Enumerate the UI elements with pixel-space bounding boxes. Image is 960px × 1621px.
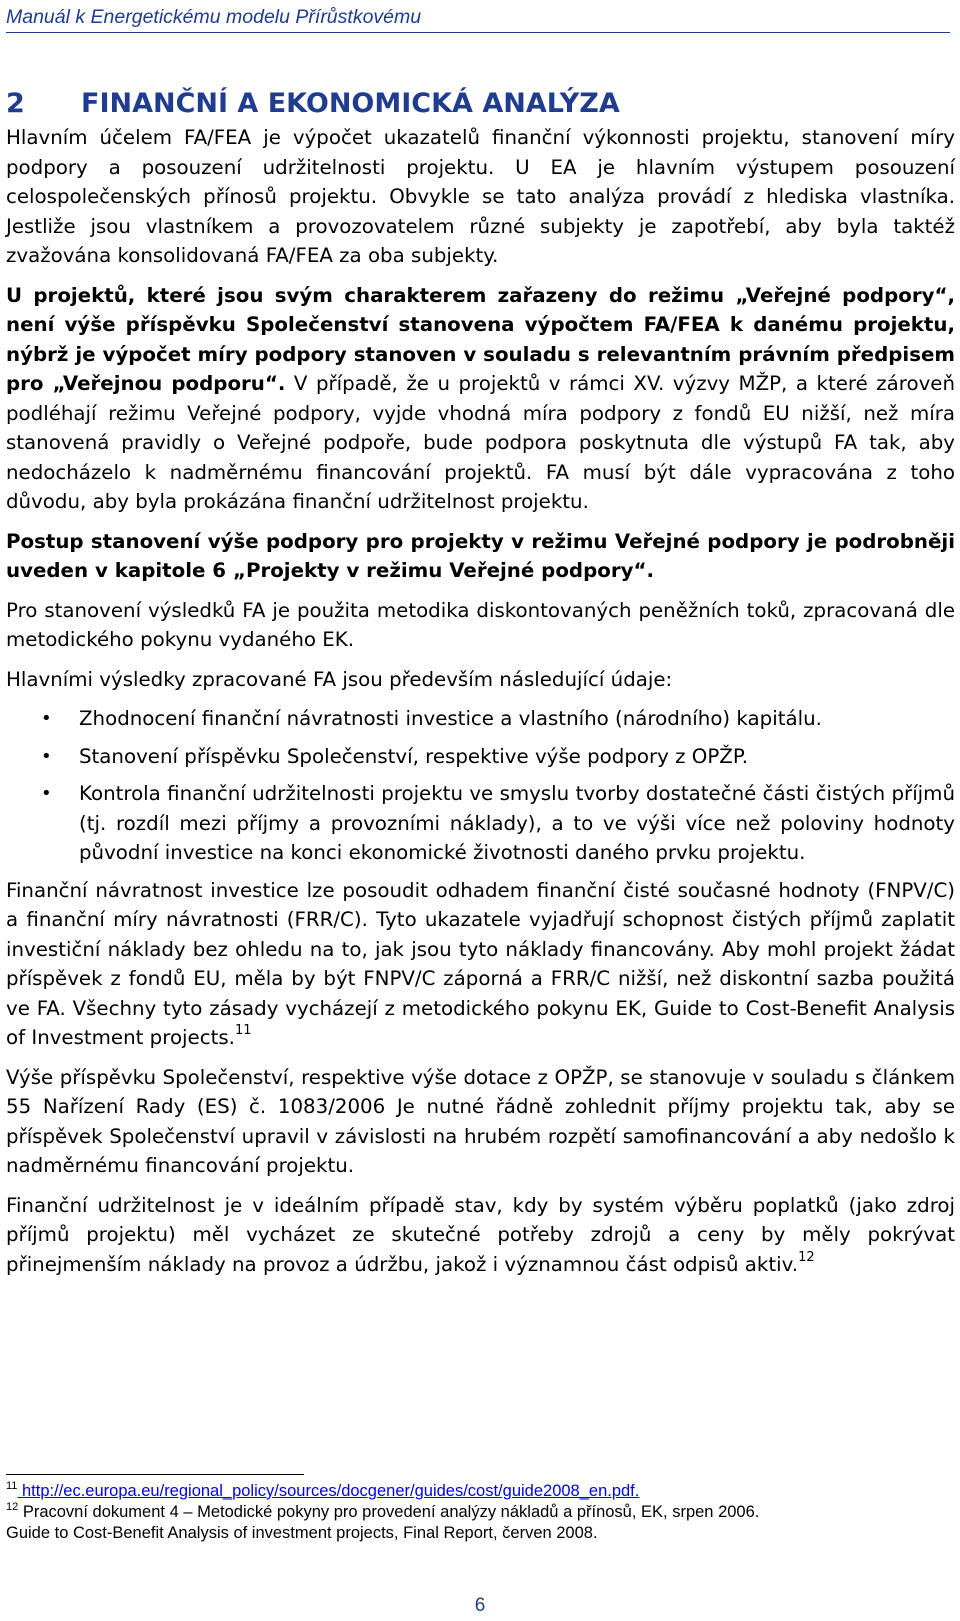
paragraph-state-aid-rest: V případě, že u projektů v rámci XV. výzvy MŽP, a které zároveň podléhají režimu Veřejné podpory, vyjde vhodná míra podpory z fondů EU nižší, než míra stanovená pravidly o Veřejné podpoře, bude podpora poskytnuta dle výstupů FA tak, aby nedocházelo k nadměrnému financování projektů. FA musí být dále vypracována z toho důvodu, aby byla prokázána finanční udržitelnost projektu.: [6, 372, 955, 513]
section-title: FINANČNÍ A EKONOMICKÁ ANALÝZA: [81, 88, 620, 119]
footnote-text: Guide to Cost-Benefit Analysis of investment projects, Final Report, červen 2008.: [6, 1524, 598, 1542]
running-header: [6, 2, 950, 33]
footnote-11: [6, 1481, 951, 1502]
list-item-text: Kontrola finanční udržitelnosti projektu ve smyslu tvorby dostatečné části čistých příjmů (tj. rozdíl mezi příjmy a provozními náklady), a to ve výši více než poloviny hodnoty původní investice na konci ekonomické životnosti daného prvku projektu.: [79, 782, 955, 864]
paragraph-financial-return: [6, 876, 955, 1053]
results-list: [6, 704, 955, 868]
footnote-separator: [6, 1474, 304, 1475]
section-number: 2: [6, 88, 25, 119]
bullet-icon: •: [41, 783, 52, 804]
list-item: [6, 704, 955, 734]
list-item-text: Stanovení příspěvku Společenství, respektive výše podpory z OPŽP.: [79, 744, 748, 768]
paragraph-procedure-note: Postup stanovení výše podpory pro projekty v režimu Veřejné podpory je podrobněji uveden v kapitole 6 „Projekty v režimu Veřejné podpory“.: [6, 529, 955, 582]
paragraph-financial-return-text: Finanční návratnost investice lze posoudit odhadem finanční čisté současné hodnoty (FNPV/C) a finanční míry návratnosti (FRR/C). Tyto ukazatele vyjadřují schopnost čistých příjmů zaplatit investiční náklady bez ohledu na to, jak jsou tyto náklady financovány. Aby mohl projekt žádat příspěvek z fondů EU, měla by být FNPV/C záporná a FRR/C nižší, než diskontní sazba použitá ve FA. Všechny tyto zásady vycházejí z metodického pokynu EK, Guide to Cost-Benefit Analysis of Investment projects.: [6, 878, 955, 1049]
footnote-mark: 11: [6, 1480, 18, 1492]
footnote-ref-12[interactable]: 12: [798, 1249, 815, 1265]
paragraph-state-aid-bold: U projektů, které jsou svým charakterem zařazeny do režimu „Veřejné podpory“, není výše příspěvku Společenství stanovena výpočtem FA/FEA k danému projektu, nýbrž je výpočet míry podpory stanoven v souladu s relevantním právním předpisem pro „Veřejnou podporu“.: [6, 283, 955, 395]
paragraph-purpose: Hlavním účelem FA/FEA je výpočet ukazatelů finanční výkonnosti projektu, stanovení míry podpory a posouzení udržitelnosti projektu. U EA je hlavním výstupem posouzení celospolečenských přínosů projektu. Obvykle se tato analýza provádí z hlediska vlastníka. Jestliže jsou vlastníkem a provozovatelem různé subjekty je zapotřebí, aby byla taktéž zvažována konsolidovaná FA/FEA za oba subjekty.: [6, 126, 955, 267]
page-body: [6, 88, 955, 1289]
list-item-text: Zhodnocení finanční návratnosti investice a vlastního (národního) kapitálu.: [79, 707, 822, 730]
bullet-icon: •: [41, 708, 52, 729]
footnote-mark: 12: [6, 1501, 19, 1513]
list-item: [6, 779, 955, 868]
page-number: 6: [474, 1595, 486, 1616]
header-title: Manuál k Energetickému modelu Přírůstkovému: [6, 6, 422, 28]
footnote-ref-11[interactable]: 11: [234, 1023, 252, 1038]
paragraph-sustainability: [6, 1191, 955, 1280]
footnote-text: Pracovní dokument 4 – Metodické pokyny pro provedení analýzy nákladů a přínosů, EK, srpen 2006.: [18, 1503, 760, 1521]
paragraph-state-aid: [6, 281, 955, 517]
footnote-link[interactable]: http://ec.europa.eu/regional_policy/sources/docgener/guides/cost/guide2008_en.pdf.: [17, 1482, 640, 1500]
list-item: [6, 742, 955, 772]
section-heading: [6, 88, 955, 120]
paragraph-contribution: Výše příspěvku Společenství, respektive výše dotace z OPŽP, se stanovuje v souladu s článkem 55 Nařízení Rady (ES) č. 1083/2006 Je nutné řádně zohlednit příjmy projektu tak, aby se příspěvek Společenství upravil v závislosti na hrubém rozpětí samofinancování a aby nedošlo k nadměrnému financování projektu.: [6, 1065, 955, 1177]
footnote-12: [6, 1502, 951, 1523]
paragraph-methodology: Pro stanovení výsledků FA je použita metodika diskontovaných peněžních toků, zpracovaná dle metodického pokynu vydaného EK.: [6, 598, 955, 651]
footnotes: [6, 1481, 951, 1544]
paragraph-results-intro: Hlavními výsledky zpracované FA jsou především následující údaje:: [6, 667, 673, 691]
footnote-12-continued: [6, 1523, 951, 1544]
bullet-icon: •: [41, 745, 52, 767]
paragraph-sustainability-text: Finanční udržitelnost je v ideálním případě stav, kdy by systém výběru poplatků (jako zdroj příjmů projektu) měl vycházet ze skutečné potřeby zdrojů a ceny by měly pokrývat přinejmenším náklady na provoz a údržbu, jakož i významnou část odpisů aktiv.: [6, 1193, 955, 1276]
